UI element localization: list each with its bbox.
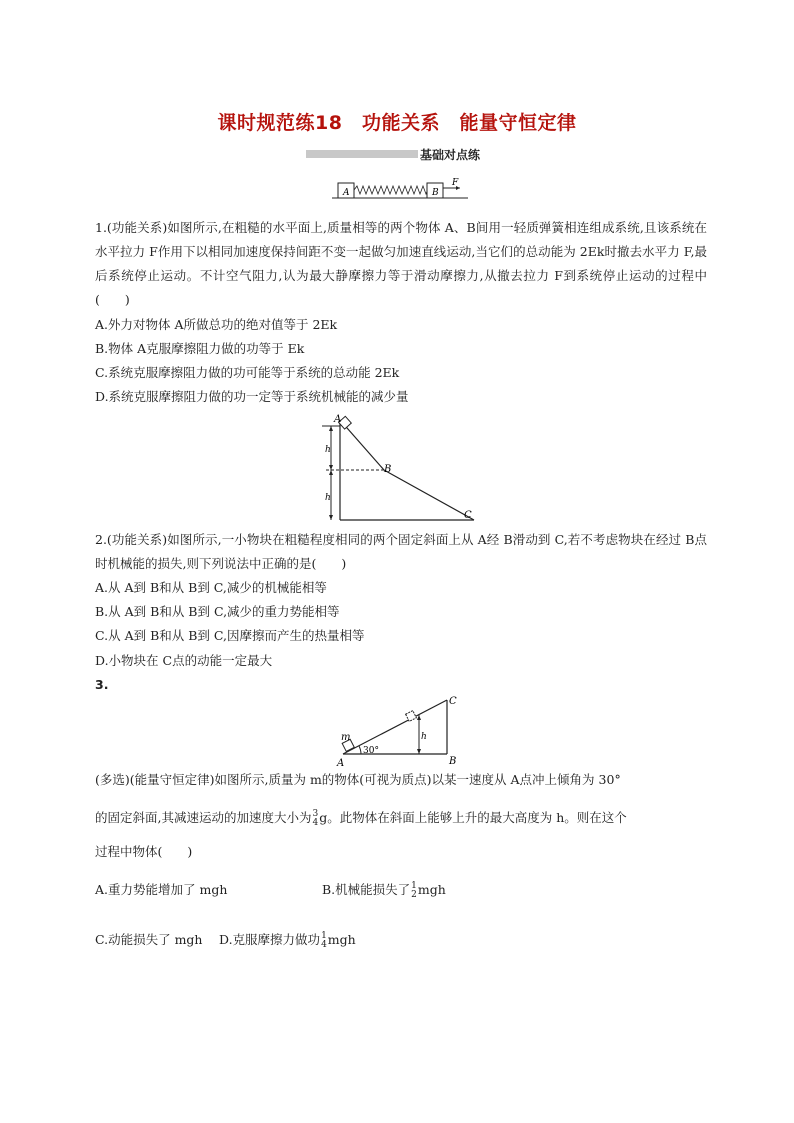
- q3-stem-line2: [95, 808, 627, 828]
- page-title: 课时规范练18 功能关系 能量守恒定律: [217, 112, 577, 134]
- q1-option-a: A.外力对物体 A所做总功的绝对值等于 2Ek: [95, 317, 338, 332]
- q3-stem-line3: 过程中物体( ): [95, 844, 193, 859]
- q2-option-c: C.从 A到 B和从 B到 C,因摩擦而产生的热量相等: [95, 628, 365, 643]
- q2-option-a: A.从 A到 B和从 B到 C,减少的机械能相等: [95, 580, 327, 595]
- q3-accel-fraction: [312, 810, 318, 828]
- q2-label-b: B: [384, 464, 392, 475]
- fraction-denominator: 4: [312, 817, 319, 828]
- q1-stem: 1.(功能关系)如图所示,在粗糙的水平面上,质量相等的两个物体 A、B间用一轻质弹簧相连组成系统,且该系统在水平拉力 F作用下以相同加速度保持间距不变一起做匀加速直线运动,当它们的总动能为 2Ek时撤去水平力 F,最后系统停止运动。不计空气阻力,认为最大静摩擦力等于滑动摩擦力,从撤去拉力 F到系统停止运动的过程中( ): [95, 220, 707, 307]
- q3-label-angle: 30°: [363, 746, 379, 756]
- q2-option-d: D.小物块在 C点的动能一定最大: [95, 653, 273, 668]
- q3-label-h: h: [421, 732, 427, 742]
- fraction-denominator: 4: [321, 939, 327, 950]
- q1-option-c: C.系统克服摩擦阻力做的功可能等于系统的总动能 2Ek: [95, 365, 400, 380]
- q3-option-a: A.重力势能增加了 mgh: [95, 882, 228, 897]
- q2-label-h1: h: [325, 445, 331, 455]
- q1-option-d: D.系统克服摩擦阻力做的功一定等于系统机械能的减少量: [95, 389, 409, 404]
- q3-optd-pre: D.克服摩擦力做功: [219, 932, 321, 947]
- q3-number: 3.: [95, 677, 109, 692]
- q1-label-a: A: [343, 188, 350, 198]
- q3-option-d: [219, 930, 356, 950]
- q2-stem: 2.(功能关系)如图所示,一小物块在粗糙程度相同的两个固定斜面上从 A经 B滑动到 C,若不考虑物块在经过 B点时机械能的损失,则下列说法中正确的是( ): [95, 532, 707, 571]
- q3-option-c: C.动能损失了 mgh: [95, 932, 203, 947]
- q1-label-b: B: [432, 188, 439, 198]
- q2-label-h2: h: [325, 493, 331, 503]
- q3-optd-post: mgh: [327, 932, 356, 947]
- fraction-numerator: 1: [321, 930, 327, 941]
- q3-optb-fraction: [411, 882, 417, 900]
- fraction-numerator: 1: [411, 880, 417, 891]
- q3-option-b: [322, 880, 446, 900]
- q3-label-a: A: [337, 758, 345, 768]
- q3-line2-pre: 的固定斜面,其减速运动的加速度大小为: [95, 810, 312, 825]
- q2-label-a: A: [334, 414, 342, 425]
- q2-figure: [316, 412, 481, 524]
- q3-optd-fraction: [321, 932, 327, 950]
- q3-optb-post: mgh: [417, 882, 446, 897]
- section-title: 基础对点练: [420, 148, 481, 162]
- fraction-numerator: 3: [312, 808, 319, 819]
- q3-label-c: C: [449, 696, 457, 707]
- q3-stem-line1: (多选)(能量守恒定律)如图所示,质量为 m的物体(可视为质点)以某一速度从 A点冲上倾角为 30°: [95, 772, 621, 787]
- q3-line2-post: g。此物体在斜面上能够上升的最大高度为 h。则在这个: [319, 810, 627, 825]
- q1-figure: [330, 176, 470, 202]
- q1-label-f: F: [452, 178, 459, 188]
- q3-figure: [335, 694, 463, 768]
- q1-option-b: B.物体 A克服摩擦阻力做的功等于 Ek: [95, 341, 305, 356]
- section-bar: [306, 150, 418, 158]
- spring: [354, 186, 434, 194]
- q3-label-m: m: [341, 732, 351, 743]
- q3-label-b: B: [449, 756, 457, 767]
- q2-label-c: C: [464, 510, 472, 521]
- fraction-denominator: 2: [411, 889, 417, 900]
- q3-optb-pre: B.机械能损失了: [322, 882, 411, 897]
- q2-option-b: B.从 A到 B和从 B到 C,减少的重力势能相等: [95, 604, 340, 619]
